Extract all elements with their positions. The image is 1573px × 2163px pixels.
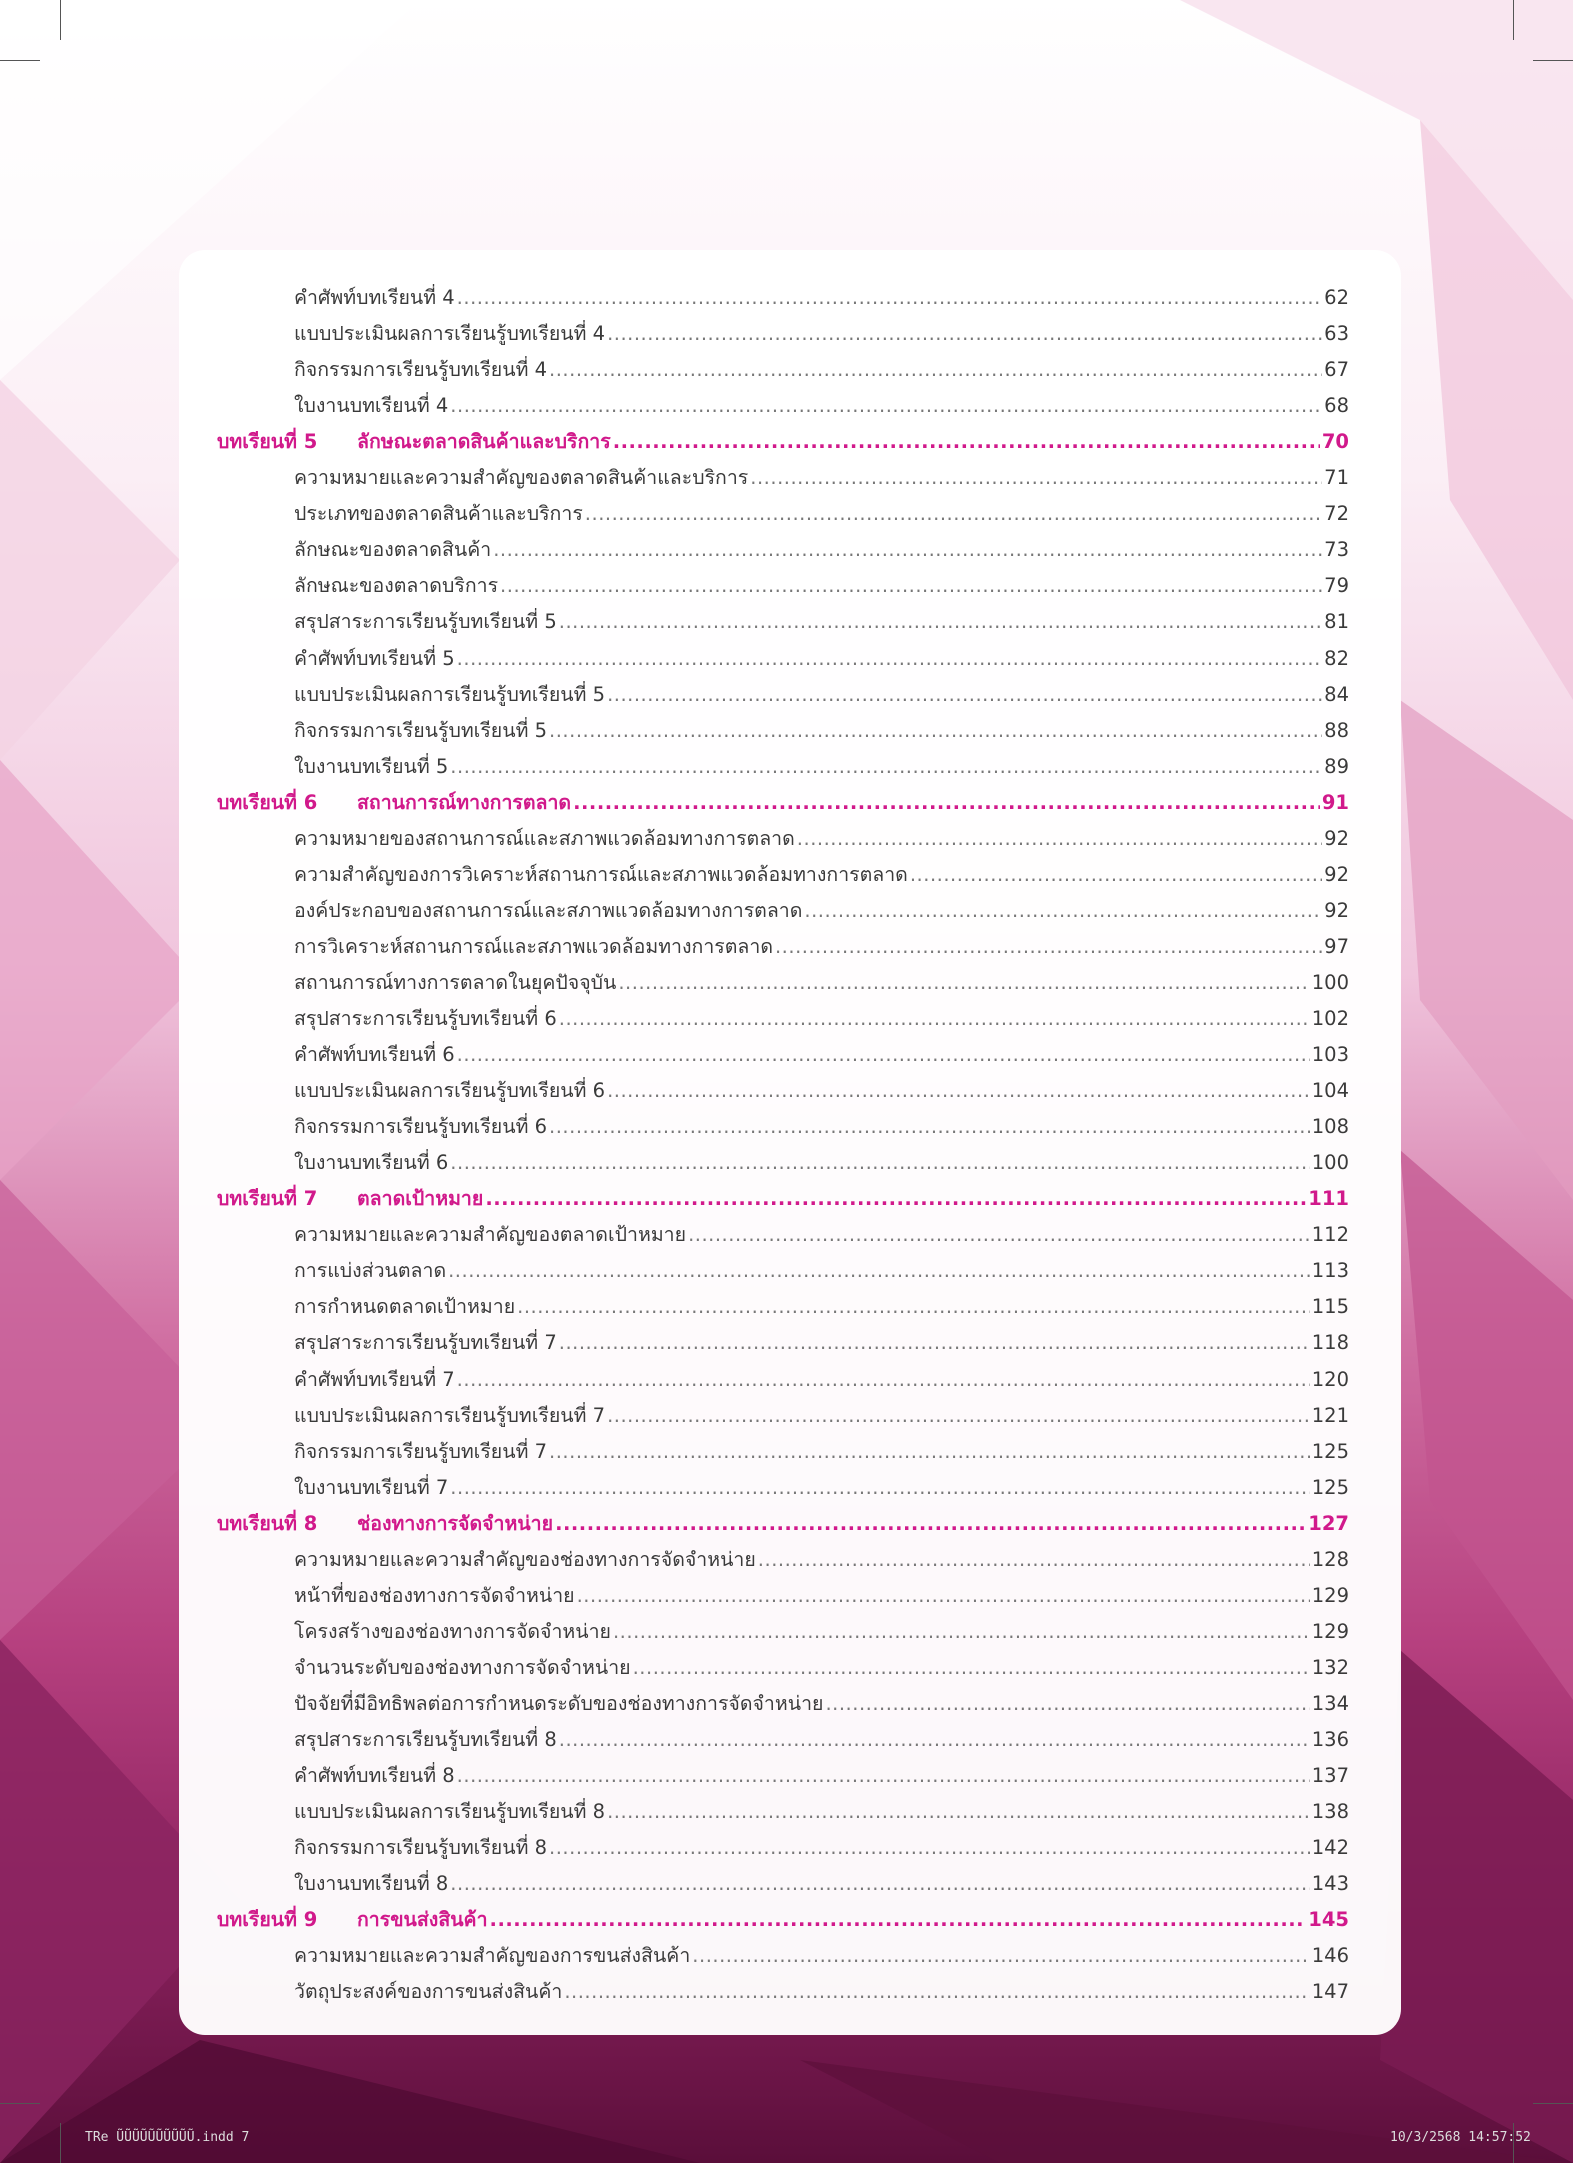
dot-leader [618,965,1309,1001]
toc-item-row[interactable] [294,1325,1349,1361]
item-title: กิจกรรมการเรียนรู้บทเรียนที่ 8 [294,1836,548,1860]
toc-item-row[interactable] [294,1145,1349,1181]
dot-leader [559,1722,1310,1758]
toc-item-row[interactable] [294,1542,1349,1578]
item-title: ใบงานบทเรียนที่ 4 [294,394,449,418]
dot-leader [457,1037,1310,1073]
toc-chapter-row[interactable] [217,1181,1349,1217]
toc-item-row[interactable] [294,604,1349,640]
dot-leader [457,641,1323,677]
page-number: 103 [1311,1043,1349,1067]
page-number: 92 [1324,826,1349,850]
toc-chapter-row[interactable] [217,785,1349,821]
item-title: คำศัพท์บทเรียนที่ 6 [294,1043,455,1067]
chapter-title: ลักษณะตลาดสินค้าและบริการ [357,430,611,454]
toc-item-row[interactable] [294,1001,1349,1037]
dot-leader [633,1650,1310,1686]
page-number: 145 [1308,1908,1349,1932]
toc-item-row[interactable] [294,1866,1349,1902]
page-number: 97 [1324,934,1349,958]
dot-leader [804,893,1322,929]
dot-leader [555,1506,1306,1542]
page-number: 92 [1324,862,1349,886]
dot-leader [450,388,1322,424]
dot-leader [490,1902,1307,1938]
item-title: จำนวนระดับของช่องทางการจัดจำหน่าย [294,1655,631,1679]
dot-leader [457,1362,1310,1398]
item-title: หน้าที่ของช่องทางการจัดจำหน่าย [294,1583,575,1607]
toc-chapter-row[interactable] [217,1506,1349,1542]
item-title: แบบประเมินผลการเรียนรู้บทเรียนที่ 7 [294,1403,606,1427]
dot-leader [549,352,1322,388]
item-title: ความสำคัญของการวิเคราะห์สถานการณ์และสภาพแวดล้อมทางการตลาด [294,862,908,886]
item-title: ใบงานบทเรียนที่ 5 [294,754,449,778]
dot-leader [450,1145,1309,1181]
chapter-label: บทเรียนที่ 5 [217,430,318,454]
page-number: 115 [1311,1295,1349,1319]
toc-item-row[interactable] [294,1938,1349,1974]
dot-leader [910,857,1322,893]
page-number: 79 [1324,574,1349,598]
dot-leader [573,785,1320,821]
chapter-title: ช่องทางการจัดจำหน่าย [357,1511,554,1535]
crop-mark [1513,0,1514,40]
toc-item-row[interactable] [294,1253,1349,1289]
item-title: ใบงานบทเรียนที่ 8 [294,1872,449,1896]
page-number: 91 [1321,790,1349,814]
item-title: วัตถุประสงค์ของการขนส่งสินค้า [294,1980,563,2004]
item-title: การวิเคราะห์สถานการณ์และสภาพแวดล้อมทางการตลาด [294,934,773,958]
footer-timestamp: 10/3/2568 14:57:52 [1390,2130,1531,2145]
dot-leader [797,821,1322,857]
page-number: 73 [1324,538,1349,562]
toc-item-row[interactable] [294,1362,1349,1398]
toc-item-row[interactable] [294,1974,1349,2010]
toc-item-row[interactable] [294,532,1349,568]
page-number: 112 [1311,1223,1349,1247]
item-title: คำศัพท์บทเรียนที่ 8 [294,1764,455,1788]
item-title: ความหมายและความสำคัญของช่องทางการจัดจำหน่าย [294,1547,756,1571]
item-title: ลักษณะของตลาดสินค้า [294,538,492,562]
toc-item-row[interactable] [294,1830,1349,1866]
item-title: กิจกรรมการเรียนรู้บทเรียนที่ 5 [294,718,548,742]
item-title: กิจกรรมการเรียนรู้บทเรียนที่ 7 [294,1439,548,1463]
dot-leader [485,1181,1306,1217]
item-title: ปัจจัยที่มีอิทธิพลต่อการกำหนดระดับของช่องทางการจัดจำหน่าย [294,1691,824,1715]
toc-item-row[interactable] [294,316,1349,352]
item-title: ความหมายและความสำคัญของตลาดเป้าหมาย [294,1223,687,1247]
toc-item-row[interactable] [294,1109,1349,1145]
page-number: 138 [1311,1800,1349,1824]
item-title: สถานการณ์ทางการตลาดในยุคปัจจุบัน [294,970,617,994]
footer-file-slug: TRe ŨŨŨŨŨŨŨŨŨŨ.indd 7 [85,2130,250,2145]
toc-item-row[interactable] [294,1578,1349,1614]
toc-item-row[interactable] [294,1686,1349,1722]
item-title: ประเภทของตลาดสินค้าและบริการ [294,502,583,526]
dot-leader [493,532,1322,568]
dot-leader [775,929,1322,965]
toc-item-row[interactable] [294,713,1349,749]
crop-mark [1533,60,1573,61]
toc-item-row[interactable] [294,749,1349,785]
dot-leader [450,1470,1309,1506]
dot-leader [457,1758,1310,1794]
page-number: 147 [1311,1980,1349,2004]
page-number: 146 [1311,1944,1349,1968]
page-number: 100 [1311,1151,1349,1175]
dot-leader [607,1073,1310,1109]
toc-item-row[interactable] [294,1758,1349,1794]
toc-item-row[interactable] [294,280,1349,316]
dot-leader [607,1398,1310,1434]
dot-leader [607,1794,1310,1830]
dot-leader [517,1289,1310,1325]
dot-leader [549,713,1322,749]
item-title: การกำหนดตลาดเป้าหมาย [294,1295,516,1319]
toc-item-row[interactable] [294,857,1349,893]
page-number: 62 [1324,286,1349,309]
crop-mark [0,60,40,61]
item-title: ใบงานบทเรียนที่ 7 [294,1475,449,1499]
dot-leader [450,749,1322,785]
toc-item-row[interactable] [294,460,1349,496]
dot-leader [549,1109,1310,1145]
chapter-title: การขนส่งสินค้า [357,1908,488,1932]
item-title: ความหมายและความสำคัญของตลาดสินค้าและบริการ [294,466,749,490]
dot-leader [450,1866,1309,1902]
item-title: คำศัพท์บทเรียนที่ 5 [294,646,455,670]
toc-item-row[interactable] [294,965,1349,1001]
toc-item-row[interactable] [294,893,1349,929]
dot-leader [688,1217,1310,1253]
item-title: ลักษณะของตลาดบริการ [294,574,499,598]
dot-leader [613,1614,1310,1650]
item-title: กิจกรรมการเรียนรู้บทเรียนที่ 6 [294,1115,548,1139]
dot-leader [607,316,1322,352]
item-title: แบบประเมินผลการเรียนรู้บทเรียนที่ 4 [294,322,606,346]
item-title: แบบประเมินผลการเรียนรู้บทเรียนที่ 6 [294,1079,606,1103]
page-number: 63 [1324,322,1349,346]
page-number: 68 [1324,394,1349,418]
crop-mark [60,2123,61,2163]
page-number: 136 [1311,1728,1349,1751]
page-number: 113 [1311,1259,1349,1283]
item-title: แบบประเมินผลการเรียนรู้บทเรียนที่ 5 [294,682,606,706]
dot-leader [750,460,1322,496]
chapter-label: บทเรียนที่ 6 [217,790,318,814]
page-number: 92 [1324,898,1349,922]
page-number: 102 [1311,1007,1349,1030]
toc-item-row[interactable] [294,1217,1349,1253]
dot-leader [559,1325,1310,1361]
page-number: 137 [1311,1764,1349,1788]
item-title: แบบประเมินผลการเรียนรู้บทเรียนที่ 8 [294,1800,606,1824]
toc-item-row[interactable] [294,1722,1349,1758]
item-title: ใบงานบทเรียนที่ 6 [294,1151,449,1175]
toc-item-row[interactable] [294,821,1349,857]
chapter-title: สถานการณ์ทางการตลาด [357,790,572,814]
toc-item-row[interactable] [294,929,1349,965]
item-title: ความหมายของสถานการณ์และสภาพแวดล้อมทางการตลาด [294,826,795,850]
dot-leader [448,1253,1310,1289]
chapter-title: ตลาดเป้าหมาย [357,1187,484,1211]
toc-item-row[interactable] [294,1398,1349,1434]
dot-leader [549,1830,1310,1866]
page-number: 125 [1311,1439,1349,1463]
page-number: 111 [1308,1187,1349,1211]
page-number: 89 [1324,754,1349,778]
item-title: กิจกรรมการเรียนรู้บทเรียนที่ 4 [294,358,548,382]
page-number: 121 [1311,1403,1349,1427]
dot-leader [577,1578,1310,1614]
page-number: 120 [1311,1367,1349,1391]
page-number: 88 [1324,718,1349,742]
page-number: 70 [1321,430,1349,454]
toc-item-row[interactable] [294,388,1349,424]
toc-chapter-row[interactable] [217,1902,1349,1938]
page-number: 108 [1311,1115,1349,1139]
item-title: สรุปสาระการเรียนรู้บทเรียนที่ 8 [294,1728,557,1751]
dot-leader [564,1974,1309,2010]
toc-chapter-row[interactable] [217,424,1349,460]
page-number: 127 [1308,1511,1349,1535]
toc-item-row[interactable] [294,1470,1349,1506]
page-number: 128 [1311,1547,1349,1571]
dot-leader [500,568,1322,604]
page-number: 129 [1311,1619,1349,1643]
page-number: 132 [1311,1655,1349,1679]
crop-mark [1533,2103,1573,2104]
toc-item-row[interactable] [294,1434,1349,1470]
dot-leader [585,496,1322,532]
page-number: 81 [1324,610,1349,634]
page-number: 72 [1324,502,1349,526]
dot-leader [559,604,1322,640]
page-number: 104 [1311,1079,1349,1103]
toc-panel [179,250,1401,2035]
page-number: 84 [1324,682,1349,706]
page-number: 142 [1311,1836,1349,1860]
chapter-label: บทเรียนที่ 7 [217,1187,318,1211]
page-number: 118 [1311,1331,1349,1355]
toc-item-row[interactable] [294,677,1349,713]
page-number: 129 [1311,1583,1349,1607]
crop-mark [0,2103,40,2104]
toc-item-row[interactable] [294,496,1349,532]
crop-mark [60,0,61,40]
toc-item-row[interactable] [294,352,1349,388]
toc-item-row[interactable] [294,568,1349,604]
page-number: 67 [1324,358,1349,382]
toc-item-row[interactable] [294,1794,1349,1830]
dot-leader [607,677,1322,713]
toc-item-row[interactable] [294,641,1349,677]
item-title: สรุปสาระการเรียนรู้บทเรียนที่ 6 [294,1007,557,1030]
page-number: 82 [1324,646,1349,670]
item-title: ความหมายและความสำคัญของการขนส่งสินค้า [294,1944,691,1968]
dot-leader [613,424,1320,460]
item-title: การแบ่งส่วนตลาด [294,1259,447,1283]
dot-leader [559,1001,1310,1037]
page-number: 100 [1311,970,1349,994]
page-number: 134 [1311,1691,1349,1715]
dot-leader [825,1686,1309,1722]
toc-item-row[interactable] [294,1614,1349,1650]
toc-item-row[interactable] [294,1037,1349,1073]
page-number: 125 [1311,1475,1349,1499]
chapter-label: บทเรียนที่ 9 [217,1908,318,1932]
item-title: คำศัพท์บทเรียนที่ 7 [294,1367,455,1391]
dot-leader [549,1434,1310,1470]
toc-item-row[interactable] [294,1289,1349,1325]
page-number: 143 [1311,1872,1349,1896]
dot-leader [758,1542,1310,1578]
dot-leader [692,1938,1309,1974]
item-title: โครงสร้างของช่องทางการจัดจำหน่าย [294,1619,611,1643]
item-title: องค์ประกอบของสถานการณ์และสภาพแวดล้อมทางการตลาด [294,898,803,922]
item-title: คำศัพท์บทเรียนที่ 4 [294,286,455,309]
item-title: สรุปสาระการเรียนรู้บทเรียนที่ 5 [294,610,557,634]
item-title: สรุปสาระการเรียนรู้บทเรียนที่ 7 [294,1331,557,1355]
dot-leader [457,280,1323,316]
toc-item-row[interactable] [294,1650,1349,1686]
toc-item-row[interactable] [294,1073,1349,1109]
chapter-label: บทเรียนที่ 8 [217,1511,318,1535]
page-number: 71 [1324,466,1349,490]
